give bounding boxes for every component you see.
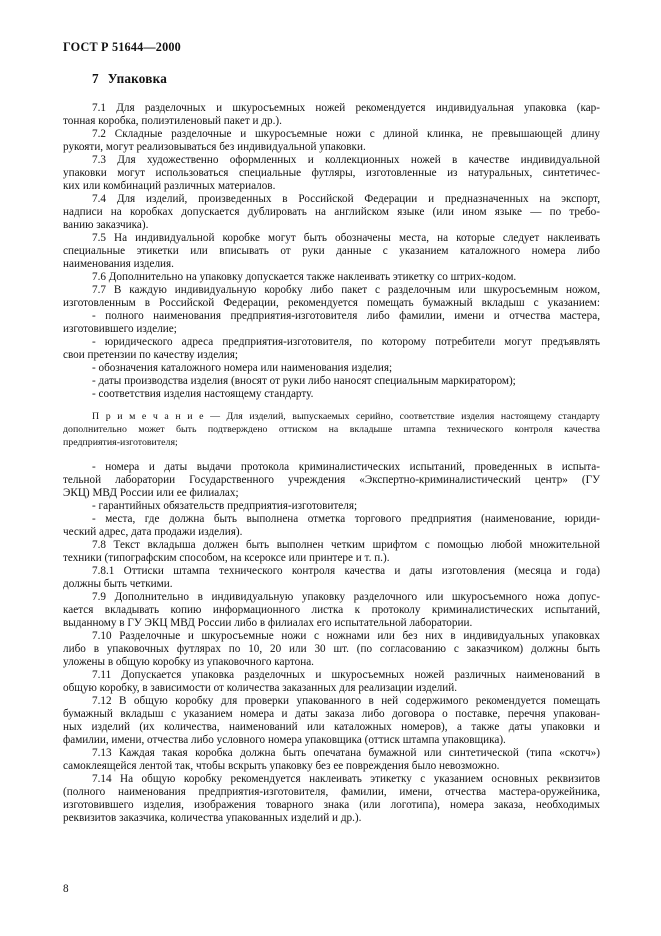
paragraph-text-line: - номера и даты выдачи протокола криминалистических испытаний, проведенных в испыта- bbox=[92, 461, 600, 473]
paragraph-text-line: 7.11 Допускается упаковка разделочных и шкуросъемных ножей различных наименований в bbox=[92, 669, 600, 681]
paragraph-text-line: - гарантийных обязательств предприятия-изготовителя; bbox=[92, 500, 358, 512]
section-title bbox=[92, 71, 167, 87]
paragraph-text-line: 7.13 Каждая такая коробка должна быть опечатана бумажной или синтетической (типа «скотч») bbox=[92, 747, 600, 759]
paragraph-text-line: тельной лаборатории Государственного учреждения «Экспертно-криминалистический центр» (ГУ bbox=[63, 474, 600, 486]
paragraph-text-line: - места, где должна быть выполнена отметка торгового предприятия (наименование, юриди- bbox=[92, 513, 600, 525]
document-header-code: ГОСТ Р 51644—2000 bbox=[63, 40, 181, 54]
paragraph-text-line: 7.2 Складные разделочные и шкуросъемные ножи с длиной клинка, не превышающей длину bbox=[92, 128, 600, 140]
paragraph-text-line: фамилии, имени, отчества либо условного номера упаковщика (оттиск штампа упаковщика). bbox=[63, 734, 506, 746]
paragraph-text-line: 7.3 Для художественно оформленных и коллекционных ножей в качестве индивидуальной bbox=[92, 154, 600, 166]
paragraph-text-line: должны быть четкими. bbox=[63, 578, 173, 590]
paragraph-text-line: либо в упаковочных футлярах по 10, 20 или 30 шт. (по согласованию с заказчиком) должны быть bbox=[63, 643, 600, 655]
paragraph-text-line: ких или комбинаций различных материалов. bbox=[63, 180, 276, 192]
note-text-line: дополнительно может быть подтверждено оттиском на вкладыше штампа технического контроля качества bbox=[63, 424, 600, 435]
paragraph-text-line: 7.1 Для разделочных и шкуросъемных ножей рекомендуется индивидуальная упаковка (кар- bbox=[92, 102, 600, 114]
paragraph-text-line: ванию заказчика). bbox=[63, 219, 149, 231]
paragraph-text-line: - обозначения каталожного номера или наименования изделия; bbox=[92, 362, 393, 374]
paragraph-text-line: ческий адрес, дата продажи изделия). bbox=[63, 526, 243, 538]
paragraph-text-line: 7.9 Дополнительно в индивидуальную упаковку разделочного или шкуросъемного ножа допус- bbox=[92, 591, 600, 603]
paragraph-text-line: 7.10 Разделочные и шкуросъемные ножи с ножнами или без них в индивидуальных упаковках bbox=[92, 630, 600, 642]
section-number: 7 bbox=[92, 71, 99, 86]
paragraph-text-line: 7.6 Дополнительно на упаковку допускается также наклеивать этикетку со штрих-кодом. bbox=[92, 271, 517, 283]
paragraph-text-line: - соответствия изделия настоящему стандарту. bbox=[92, 388, 314, 400]
paragraph-text-line: изготовленным в Российской Федерации, рекомендуется помещать бумажный вкладыш с указанием: bbox=[63, 297, 600, 309]
paragraph-text-line: рукояти, могут реализовываться без индивидуальной упаковки. bbox=[63, 141, 366, 153]
paragraph-text-line: изготовившего изделие; bbox=[63, 323, 177, 335]
paragraph-text-line: тонная коробка, полиэтиленовый пакет и др.). bbox=[63, 115, 282, 127]
paragraph-text-line: 7.14 На общую коробку рекомендуется наклеивать этикетку с указанием основных реквизитов bbox=[92, 773, 600, 785]
section-title-text: Упаковка bbox=[107, 71, 167, 86]
paragraph-text-line: общую коробку, в зависимости от количества заказанных для реализации изделий. bbox=[63, 682, 458, 694]
paragraph-text-line: бумажный вкладыш с указанием номера и даты заказа либо договора о поставке, перечня упакован- bbox=[63, 708, 600, 720]
paragraph-text-line: 7.4 Для изделий, произведенных в Российской Федерации и предназначенных на экспорт, bbox=[92, 193, 600, 205]
paragraph-text-line: - полного наименования предприятия-изготовителя либо фамилии, имени и отчества мастера, bbox=[92, 310, 600, 322]
paragraph-text-line: 7.7 В каждую индивидуальную коробку либо пакет с разделочным или шкуросъемным ножом, bbox=[92, 284, 600, 296]
paragraph-text-line: свои претензии по качеству изделия; bbox=[63, 349, 238, 361]
paragraph-text-line: кается вкладывать копию информационного листка к протоколу криминалистических испытаний, bbox=[63, 604, 600, 616]
note-text-line: предприятия-изготовителя; bbox=[63, 437, 178, 448]
paragraph-text-line: - юридического адреса предприятия-изготовителя, по которому потребители могут предъявлять bbox=[92, 336, 600, 348]
paragraph-text-line: самоклеящейся лентой так, чтобы вскрыть упаковку без ее повреждения было невозможно. bbox=[63, 760, 500, 772]
paragraph-text-line: выданному в ГУ ЭКЦ МВД России либо в филиалах его испытательной лаборатории. bbox=[63, 617, 473, 629]
paragraph-text-line: техники (типографским способом, на ксероксе или принтере и т. п.). bbox=[63, 552, 390, 564]
paragraph-text-line: специальные этикетки или вписывать от руки данные с указанием каталожного номера либо bbox=[63, 245, 600, 257]
paragraph-text-line: (полного наименования предприятия-изготовителя, фамилии, имени, отчества мастера-оружейника, bbox=[63, 786, 600, 798]
paragraph-text-line: 7.5 На индивидуальной коробке могут быть обозначены места, на которые следует наклеивать bbox=[92, 232, 600, 244]
paragraph-text-line: ных изделий (их количества, наименований или каталожных номеров), а также даты упаковки и bbox=[63, 721, 600, 733]
paragraph-text-line: надписи на коробках допускается дублировать на английском языке (или ином языке — по требо- bbox=[63, 206, 600, 218]
page-number: 8 bbox=[63, 883, 69, 895]
paragraph-text-line: изготовившего изделия, изображения товарного знака (или логотипа), номера заказа, необходимых bbox=[63, 799, 600, 811]
paragraph-text-line: упаковки могут использоваться специальные футляры, изготовленные из натуральных, синтетичес- bbox=[63, 167, 600, 179]
note-text-line: П р и м е ч а н и е — Для изделий, выпускаемых серийно, соответствие изделия настоящему стандарту bbox=[92, 411, 600, 422]
paragraph-text-line: реквизитов заказчика, количества упакованных изделий и др.). bbox=[63, 812, 362, 824]
paragraph-text-line: 7.8 Текст вкладыша должен быть выполнен четким шрифтом с помощью любой множительной bbox=[92, 539, 600, 551]
paragraph-text-line: ЭКЦ) МВД России или ее филиалах; bbox=[63, 487, 239, 499]
paragraph-text-line: 7.8.1 Оттиски штампа технического контроля качества и даты изготовления (месяца и года) bbox=[92, 565, 600, 577]
paragraph-text-line: уложены в общую коробку из упаковочного картона. bbox=[63, 656, 314, 668]
paragraph-text-line: - даты производства изделия (вносят от руки либо наносят специальным маркиратором); bbox=[92, 375, 516, 387]
paragraph-text-line: 7.12 В общую коробку для проверки упакованного в ней содержимого рекомендуется помещать bbox=[92, 695, 600, 707]
paragraph-text-line: наименования изделия. bbox=[63, 258, 174, 270]
